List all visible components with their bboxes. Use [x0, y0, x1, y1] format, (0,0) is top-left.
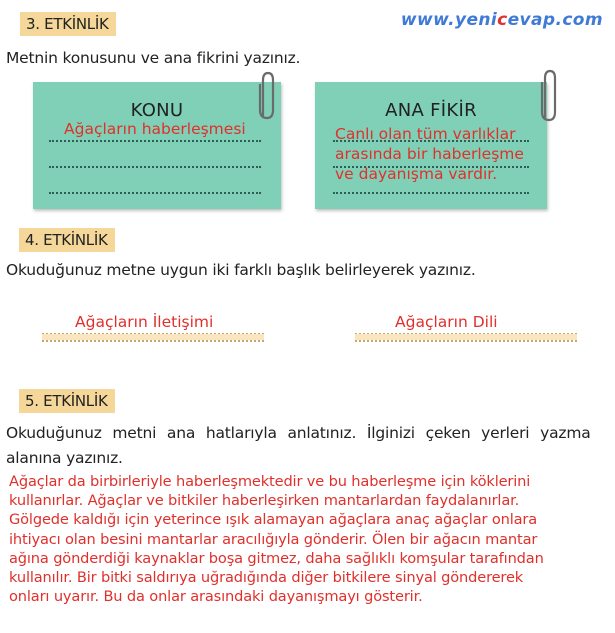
paperclip-icon [537, 68, 563, 124]
etkinlik-4-tag: 4. ETKİNLİK [19, 228, 115, 252]
title-underline [42, 333, 264, 342]
etkinlik-3-prompt: Metnin konusunu ve ana fikrini yazınız. [6, 49, 301, 67]
etkinlik-3-tag: 3. ETKİNLİK [20, 12, 116, 36]
baslik-2: Ağaçların Dili [395, 313, 498, 331]
prompt-line-2: alanına yazınız. [6, 449, 123, 467]
baslik-1: Ağaçların İletişimi [75, 313, 214, 331]
dotted-line [49, 140, 261, 142]
ana-fikir-answer: Canlı olan tüm varlıklar arasında bir haberleşme ve dayanışma vardır. [335, 125, 524, 183]
dotted-line [49, 192, 261, 194]
konu-answer: Ağaçların haberleşmesi [64, 120, 246, 138]
etkinlik-5-answer: Ağaçlar da birbirleriyle haberleşmektedir ve bu haberleşme için köklerini kullanırlar. Ağaçlar ve bitkiler haberleşirken mantarlardan faydalanırlar. Gölgede kaldığı için yeterince ışık alamayan ağaçlara anaç ağaçlar onlara ihtiyacı olan besini mantarlar aracılığıyla gönderir. Ölen bir ağacın mantar ağına gönderdiği kaynaklar boşa gitmez, daha sağlıklı komşular tarafından kullanılır. Bir bitki saldırıya uğradığında diğer bitkilere sinyal göndererek onları uyarır. Bu da onlar arasındaki dayanışmayı gösterir. [9, 473, 544, 606]
site-watermark: www.yenicevap.com [400, 10, 603, 30]
etkinlik-5-prompt [6, 421, 610, 471]
paperclip-icon [255, 70, 281, 122]
etkinlik-4-prompt: Okuduğunuz metne uygun iki farklı başlık belirleyerek yazınız. [6, 261, 476, 279]
title-underline [355, 333, 577, 342]
etkinlik-5-tag: 5. ETKİNLİK [19, 389, 115, 413]
prompt-line-1: Okuduğunuz metni ana hatlarıyla anlatınız. İlginizi çeken yerleri yazma [6, 424, 591, 442]
konu-card [33, 82, 281, 209]
konu-title: KONU [130, 100, 184, 121]
ana-fikir-title: ANA FİKİR [385, 100, 477, 121]
dotted-line [333, 192, 529, 194]
dotted-line [49, 166, 261, 168]
ana-fikir-card [315, 82, 547, 209]
